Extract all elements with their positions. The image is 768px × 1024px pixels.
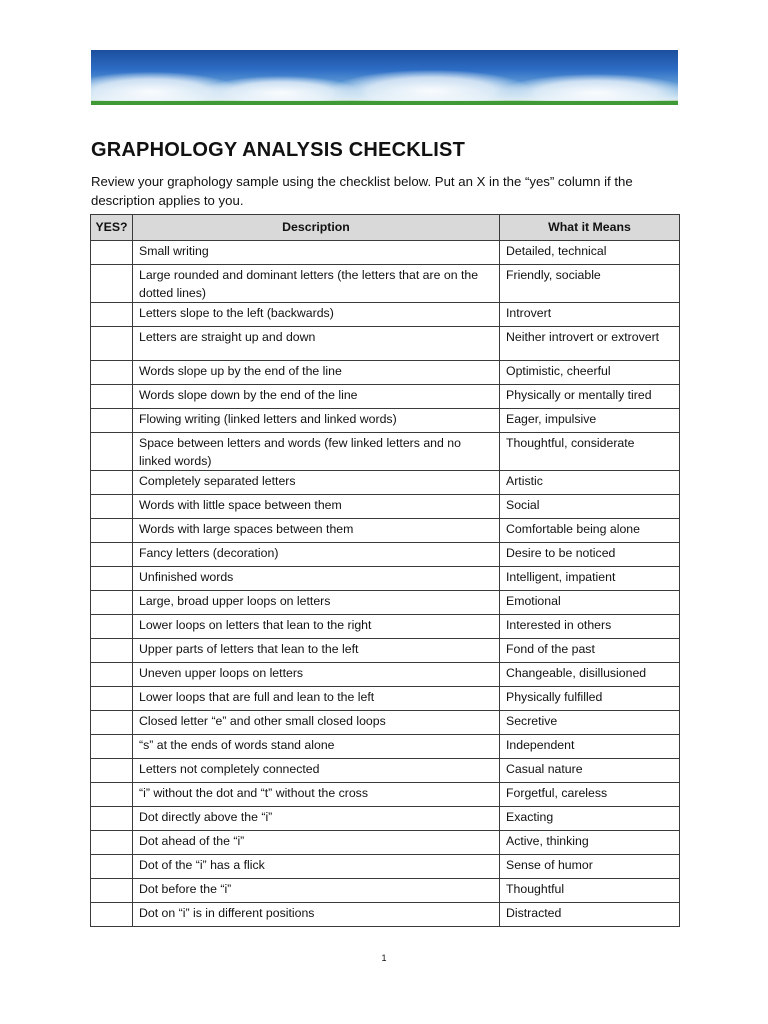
meaning-cell: Changeable, disillusioned [500, 663, 680, 687]
description-cell: Closed letter “e” and other small closed loops [133, 711, 500, 735]
yes-checkbox-cell[interactable] [91, 519, 133, 543]
table-row [91, 265, 680, 303]
yes-checkbox-cell[interactable] [91, 265, 133, 303]
meaning-cell: Introvert [500, 303, 680, 327]
description-cell: Words with little space between them [133, 495, 500, 519]
table-row [91, 327, 680, 361]
yes-checkbox-cell[interactable] [91, 567, 133, 591]
table-header-row [91, 215, 680, 241]
description-cell: Completely separated letters [133, 471, 500, 495]
meaning-cell: Neither introvert or extrovert [500, 327, 680, 361]
yes-checkbox-cell[interactable] [91, 807, 133, 831]
meaning-cell: Social [500, 495, 680, 519]
yes-checkbox-cell[interactable] [91, 735, 133, 759]
meaning-cell: Artistic [500, 471, 680, 495]
table-row [91, 903, 680, 927]
checklist-table [90, 214, 680, 927]
table-row [91, 855, 680, 879]
table-row [91, 759, 680, 783]
column-header-meaning: What it Means [500, 215, 680, 241]
description-cell: Large rounded and dominant letters (the letters that are on the dotted lines) [133, 265, 500, 303]
table-row [91, 409, 680, 433]
table-row [91, 663, 680, 687]
yes-checkbox-cell[interactable] [91, 639, 133, 663]
table-row [91, 615, 680, 639]
description-cell: “s” at the ends of words stand alone [133, 735, 500, 759]
description-cell: Lower loops that are full and lean to the left [133, 687, 500, 711]
table-row [91, 471, 680, 495]
description-cell: Small writing [133, 241, 500, 265]
table-row [91, 433, 680, 471]
meaning-cell: Desire to be noticed [500, 543, 680, 567]
description-cell: Lower loops on letters that lean to the right [133, 615, 500, 639]
description-cell: Unfinished words [133, 567, 500, 591]
description-cell: Dot directly above the “i” [133, 807, 500, 831]
column-header-description: Description [133, 215, 500, 241]
description-cell: Letters not completely connected [133, 759, 500, 783]
description-cell: Upper parts of letters that lean to the left [133, 639, 500, 663]
meaning-cell: Casual nature [500, 759, 680, 783]
yes-checkbox-cell[interactable] [91, 385, 133, 409]
yes-checkbox-cell[interactable] [91, 759, 133, 783]
table-row [91, 241, 680, 265]
description-cell: “i” without the dot and “t” without the cross [133, 783, 500, 807]
header-banner-image [91, 50, 678, 105]
cloud-shape [331, 70, 531, 105]
yes-checkbox-cell[interactable] [91, 433, 133, 471]
yes-checkbox-cell[interactable] [91, 409, 133, 433]
table-row [91, 879, 680, 903]
table-row [91, 303, 680, 327]
description-cell: Dot ahead of the “i” [133, 831, 500, 855]
yes-checkbox-cell[interactable] [91, 591, 133, 615]
meaning-cell: Detailed, technical [500, 241, 680, 265]
meaning-cell: Distracted [500, 903, 680, 927]
meaning-cell: Independent [500, 735, 680, 759]
meaning-cell: Fond of the past [500, 639, 680, 663]
yes-checkbox-cell[interactable] [91, 831, 133, 855]
meaning-cell: Intelligent, impatient [500, 567, 680, 591]
meaning-cell: Thoughtful, considerate [500, 433, 680, 471]
table-row [91, 543, 680, 567]
yes-checkbox-cell[interactable] [91, 495, 133, 519]
grass-stripe [91, 101, 678, 105]
table-row [91, 591, 680, 615]
description-cell: Large, broad upper loops on letters [133, 591, 500, 615]
meaning-cell: Forgetful, careless [500, 783, 680, 807]
yes-checkbox-cell[interactable] [91, 711, 133, 735]
table-row [91, 639, 680, 663]
table-row [91, 807, 680, 831]
description-cell: Space between letters and words (few linked letters and no linked words) [133, 433, 500, 471]
meaning-cell: Optimistic, cheerful [500, 361, 680, 385]
meaning-cell: Sense of humor [500, 855, 680, 879]
table-row [91, 385, 680, 409]
intro-paragraph: Review your graphology sample using the checklist below. Put an X in the “yes” column if the description applies to you. [91, 174, 633, 208]
description-cell: Words slope down by the end of the line [133, 385, 500, 409]
meaning-cell: Exacting [500, 807, 680, 831]
description-cell: Dot of the “i” has a flick [133, 855, 500, 879]
description-cell: Uneven upper loops on letters [133, 663, 500, 687]
yes-checkbox-cell[interactable] [91, 687, 133, 711]
yes-checkbox-cell[interactable] [91, 615, 133, 639]
meaning-cell: Thoughtful [500, 879, 680, 903]
description-cell: Letters slope to the left (backwards) [133, 303, 500, 327]
meaning-cell: Active, thinking [500, 831, 680, 855]
document-title: GRAPHOLOGY ANALYSIS CHECKLIST [91, 139, 465, 161]
meaning-cell: Comfortable being alone [500, 519, 680, 543]
table-row [91, 567, 680, 591]
page-number: 1 [381, 953, 387, 963]
meaning-cell: Eager, impulsive [500, 409, 680, 433]
yes-checkbox-cell[interactable] [91, 663, 133, 687]
meaning-cell: Emotional [500, 591, 680, 615]
yes-checkbox-cell[interactable] [91, 543, 133, 567]
column-header-yes: YES? [91, 215, 133, 241]
yes-checkbox-cell[interactable] [91, 241, 133, 265]
table-row [91, 783, 680, 807]
table-row [91, 831, 680, 855]
meaning-cell: Physically fulfilled [500, 687, 680, 711]
yes-checkbox-cell[interactable] [91, 855, 133, 879]
yes-checkbox-cell[interactable] [91, 903, 133, 927]
table-row [91, 519, 680, 543]
meaning-cell: Interested in others [500, 615, 680, 639]
description-cell: Fancy letters (decoration) [133, 543, 500, 567]
yes-checkbox-cell[interactable] [91, 361, 133, 385]
meaning-cell: Physically or mentally tired [500, 385, 680, 409]
meaning-cell: Secretive [500, 711, 680, 735]
description-cell: Words slope up by the end of the line [133, 361, 500, 385]
description-cell: Dot on “i” is in different positions [133, 903, 500, 927]
yes-checkbox-cell[interactable] [91, 471, 133, 495]
table-row [91, 687, 680, 711]
description-cell: Flowing writing (linked letters and linked words) [133, 409, 500, 433]
yes-checkbox-cell[interactable] [91, 303, 133, 327]
table-row [91, 361, 680, 385]
yes-checkbox-cell[interactable] [91, 879, 133, 903]
description-cell: Words with large spaces between them [133, 519, 500, 543]
table-row [91, 495, 680, 519]
description-cell: Letters are straight up and down [133, 327, 500, 361]
table-row [91, 711, 680, 735]
table-row [91, 735, 680, 759]
yes-checkbox-cell[interactable] [91, 327, 133, 361]
description-cell: Dot before the “i” [133, 879, 500, 903]
yes-checkbox-cell[interactable] [91, 783, 133, 807]
meaning-cell: Friendly, sociable [500, 265, 680, 303]
